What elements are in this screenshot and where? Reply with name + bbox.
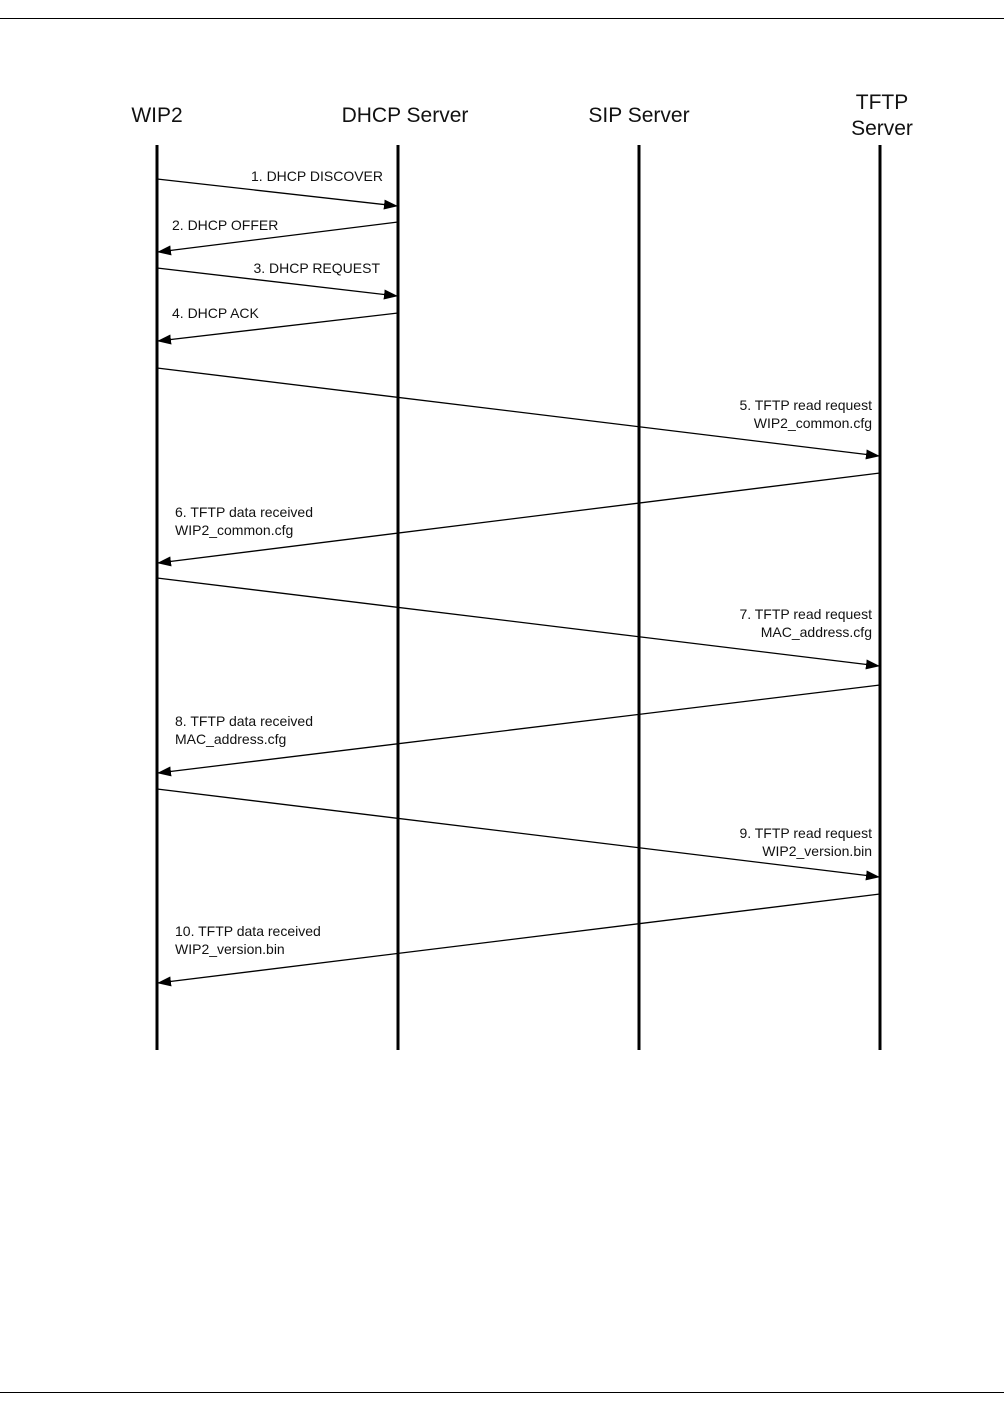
participant-label: WIP2 bbox=[131, 104, 183, 127]
message-arrow bbox=[157, 578, 879, 666]
message-label: 10. TFTP data received bbox=[175, 923, 321, 939]
message-9 bbox=[157, 789, 879, 877]
participant-label: DHCP Server bbox=[341, 104, 469, 127]
message-label: WIP2_version.bin bbox=[175, 941, 285, 957]
message-label: 2. DHCP OFFER bbox=[172, 217, 279, 233]
message-label: 5. TFTP read request bbox=[739, 397, 872, 413]
message-label: MAC_address.cfg bbox=[175, 731, 287, 747]
message-6 bbox=[158, 473, 880, 563]
participant-label: Server bbox=[851, 117, 913, 140]
participant-tftp bbox=[851, 91, 913, 1050]
message-1 bbox=[157, 168, 397, 206]
message-label: WIP2_common.cfg bbox=[753, 415, 872, 431]
message-label: 8. TFTP data received bbox=[175, 713, 313, 729]
message-8 bbox=[158, 685, 880, 773]
message-label: 1. DHCP DISCOVER bbox=[251, 168, 383, 184]
message-label: WIP2_common.cfg bbox=[175, 522, 294, 538]
message-arrow bbox=[158, 685, 880, 773]
message-label: 7. TFTP read request bbox=[739, 606, 872, 622]
message-label: 9. TFTP read request bbox=[739, 825, 872, 841]
participant-sip bbox=[588, 104, 689, 1050]
message-3 bbox=[157, 260, 397, 296]
message-label: MAC_address.cfg bbox=[760, 624, 872, 640]
message-label: WIP2_version.bin bbox=[762, 843, 872, 859]
message-10 bbox=[158, 894, 880, 983]
message-label: 6. TFTP data received bbox=[175, 504, 313, 520]
message-7 bbox=[157, 578, 879, 666]
message-label: 3. DHCP REQUEST bbox=[253, 260, 380, 276]
participant-label: TFTP bbox=[855, 91, 909, 114]
message-5 bbox=[157, 368, 879, 456]
participant-dhcp bbox=[342, 104, 469, 1050]
participant-wip2 bbox=[131, 104, 182, 1050]
message-2 bbox=[158, 217, 398, 252]
message-4 bbox=[158, 305, 398, 341]
participant-label: SIP Server bbox=[588, 104, 690, 127]
message-label: 4. DHCP ACK bbox=[172, 305, 259, 321]
